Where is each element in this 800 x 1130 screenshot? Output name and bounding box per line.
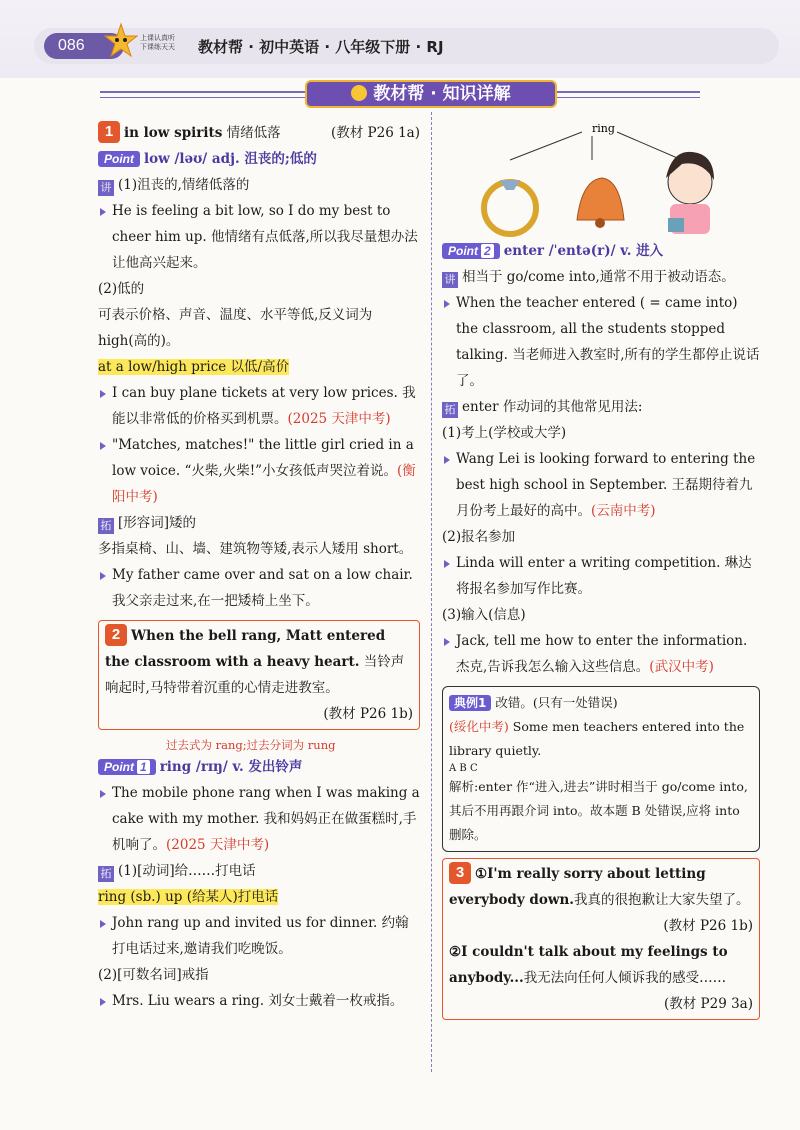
enter-extension: 拓 enter 作动词的其他常见用法: (442, 394, 760, 420)
bell-icon (577, 178, 624, 228)
ring-illustration (442, 120, 760, 238)
low-example-3: "Matches, matches!" the little girl cried in a low voice. “火柴,火柴!”小女孩低声哭泣着说。(衡阳中考) (98, 432, 420, 510)
low-extension: 拓 [形容词]矮的 (98, 510, 420, 536)
enter-sense-2: (2)报名参加 (442, 529, 516, 545)
low-sense-2: (2)低的 (98, 281, 145, 297)
column-divider (431, 112, 432, 1072)
enter-example-4: Jack, tell me how to enter the information. 杰克,告诉我怎么输入这些信息。(武汉中考) (442, 628, 760, 680)
low-example-4: My father came over and sat on a low chair. 我父亲走过来,在一把矮椅上坐下。 (98, 562, 420, 614)
page-number: 086 (44, 33, 124, 59)
low-phrase: at a low/high price 以低/高价 (98, 359, 290, 375)
enter-sense-3: (3)输入(信息) (442, 607, 526, 623)
enter-example-2: Wang Lei is looking forward to entering the best high school in September. 王磊期待着九月份考上最好的高中。(云南中考) (442, 446, 760, 524)
point-low: Point low /ləʊ/ adj. 沮丧的;低的 (98, 146, 420, 172)
low-example-1: He is feeling a bit low, so I do my best to cheer him up. 他情绪有点低落,所以我尽量想办法让他高兴起来。 (98, 198, 420, 276)
low-example-2: I can buy plane tickets at very low prices. 我能以非常低的价格买到机票。(2025 天津中考) (98, 380, 420, 432)
ring-extension-2: (2)[可数名词]戒指 (98, 967, 209, 983)
enter-note: 讲 相当于 go/come into,通常不用于被动语态。 (442, 264, 760, 290)
item-1-heading: 1 in low spirits 情绪低落 (教材 P26 1a) (98, 120, 420, 146)
item-3-box: 3 ①I'm really sorry about letting everybody down.我真的很抱歉让大家失望了。 (教材 P26 1b) ②I couldn't talk about my feelings to anybody...我无法向任何人倾诉我的感受…… (教材 P29 3a) (442, 858, 760, 1020)
low-sense-2-desc: 可表示价格、声音、温度、水平等低,反义词为 high(高的)。 (98, 307, 373, 349)
section-title: 教材帮 · 知识详解 (305, 80, 557, 108)
gold-ring-icon (484, 180, 536, 234)
right-column (442, 120, 760, 1026)
illus-label: ring (592, 122, 615, 135)
enter-example-1: When the teacher entered ( = came into) the classroom, all the students stopped talking. 当老师进入教室时,所有的学生都停止说话了。 (442, 290, 760, 394)
item-2-box: 2 When the bell rang, Matt entered the classroom with a heavy heart. 当铃声响起时,马特带着沉重的心情走进教室。 (教材 P26 1b) (98, 620, 420, 730)
low-sense-1: 讲 (1)沮丧的,情绪低落的 (98, 172, 420, 198)
example-analysis: 解析:enter 作“进入,进去”讲时相当于 go/come into,其后不用再跟介词 into。故本题 B 处错误,应将 into 删除。 (449, 779, 748, 842)
slogan: 上课认真听 下课练天天 (140, 34, 175, 51)
ring-example-2: John rang up and invited us for dinner. 约翰打电话过来,邀请我们吃晚饭。 (98, 910, 420, 962)
lightbulb-icon (351, 85, 367, 101)
example-1-box: 典例1 改错。(只有一处错误) (绥化中考) Some men teachers entered into the library quietly. A B C 解析:enter 作“进入,进去”讲时相当于 go/come into,其后不用再跟介词 into。故本题 B 处错误,应将 into 删除。 (442, 686, 760, 852)
left-column (98, 120, 420, 1014)
star-mascot-icon (104, 22, 138, 64)
ring-example-1: The mobile phone rang when I was making a cake with my mother. 我和妈妈正在做蛋糕时,手机响了。(2025 天津中考) (98, 780, 420, 858)
point-enter: Point 2 enter /ˈentə(r)/ v. 进入 (442, 238, 760, 264)
girl-on-phone-icon (666, 152, 714, 234)
ring-phrase: ring (sb.) up (给某人)打电话 (98, 889, 279, 905)
book-title: 教材帮 · 初中英语 · 八年级下册 · RJ (198, 38, 444, 56)
ring-annotation: 过去式为 rang;过去分词为 rung (166, 738, 336, 752)
ring-example-3: Mrs. Liu wears a ring. 刘女士戴着一枚戒指。 (98, 988, 420, 1014)
low-extension-desc: 多指桌椅、山、墙、建筑物等矮,表示人矮用 short。 (98, 541, 413, 557)
point-ring: Point 1 ring /rɪŋ/ v. 发出铃声 (98, 754, 420, 780)
enter-example-3: Linda will enter a writing competition. 琳达将报名参加写作比赛。 (442, 550, 760, 602)
ring-extension-1: 拓 (1)[动词]给……打电话 (98, 858, 420, 884)
enter-sense-1: (1)考上(学校或大学) (442, 425, 567, 441)
